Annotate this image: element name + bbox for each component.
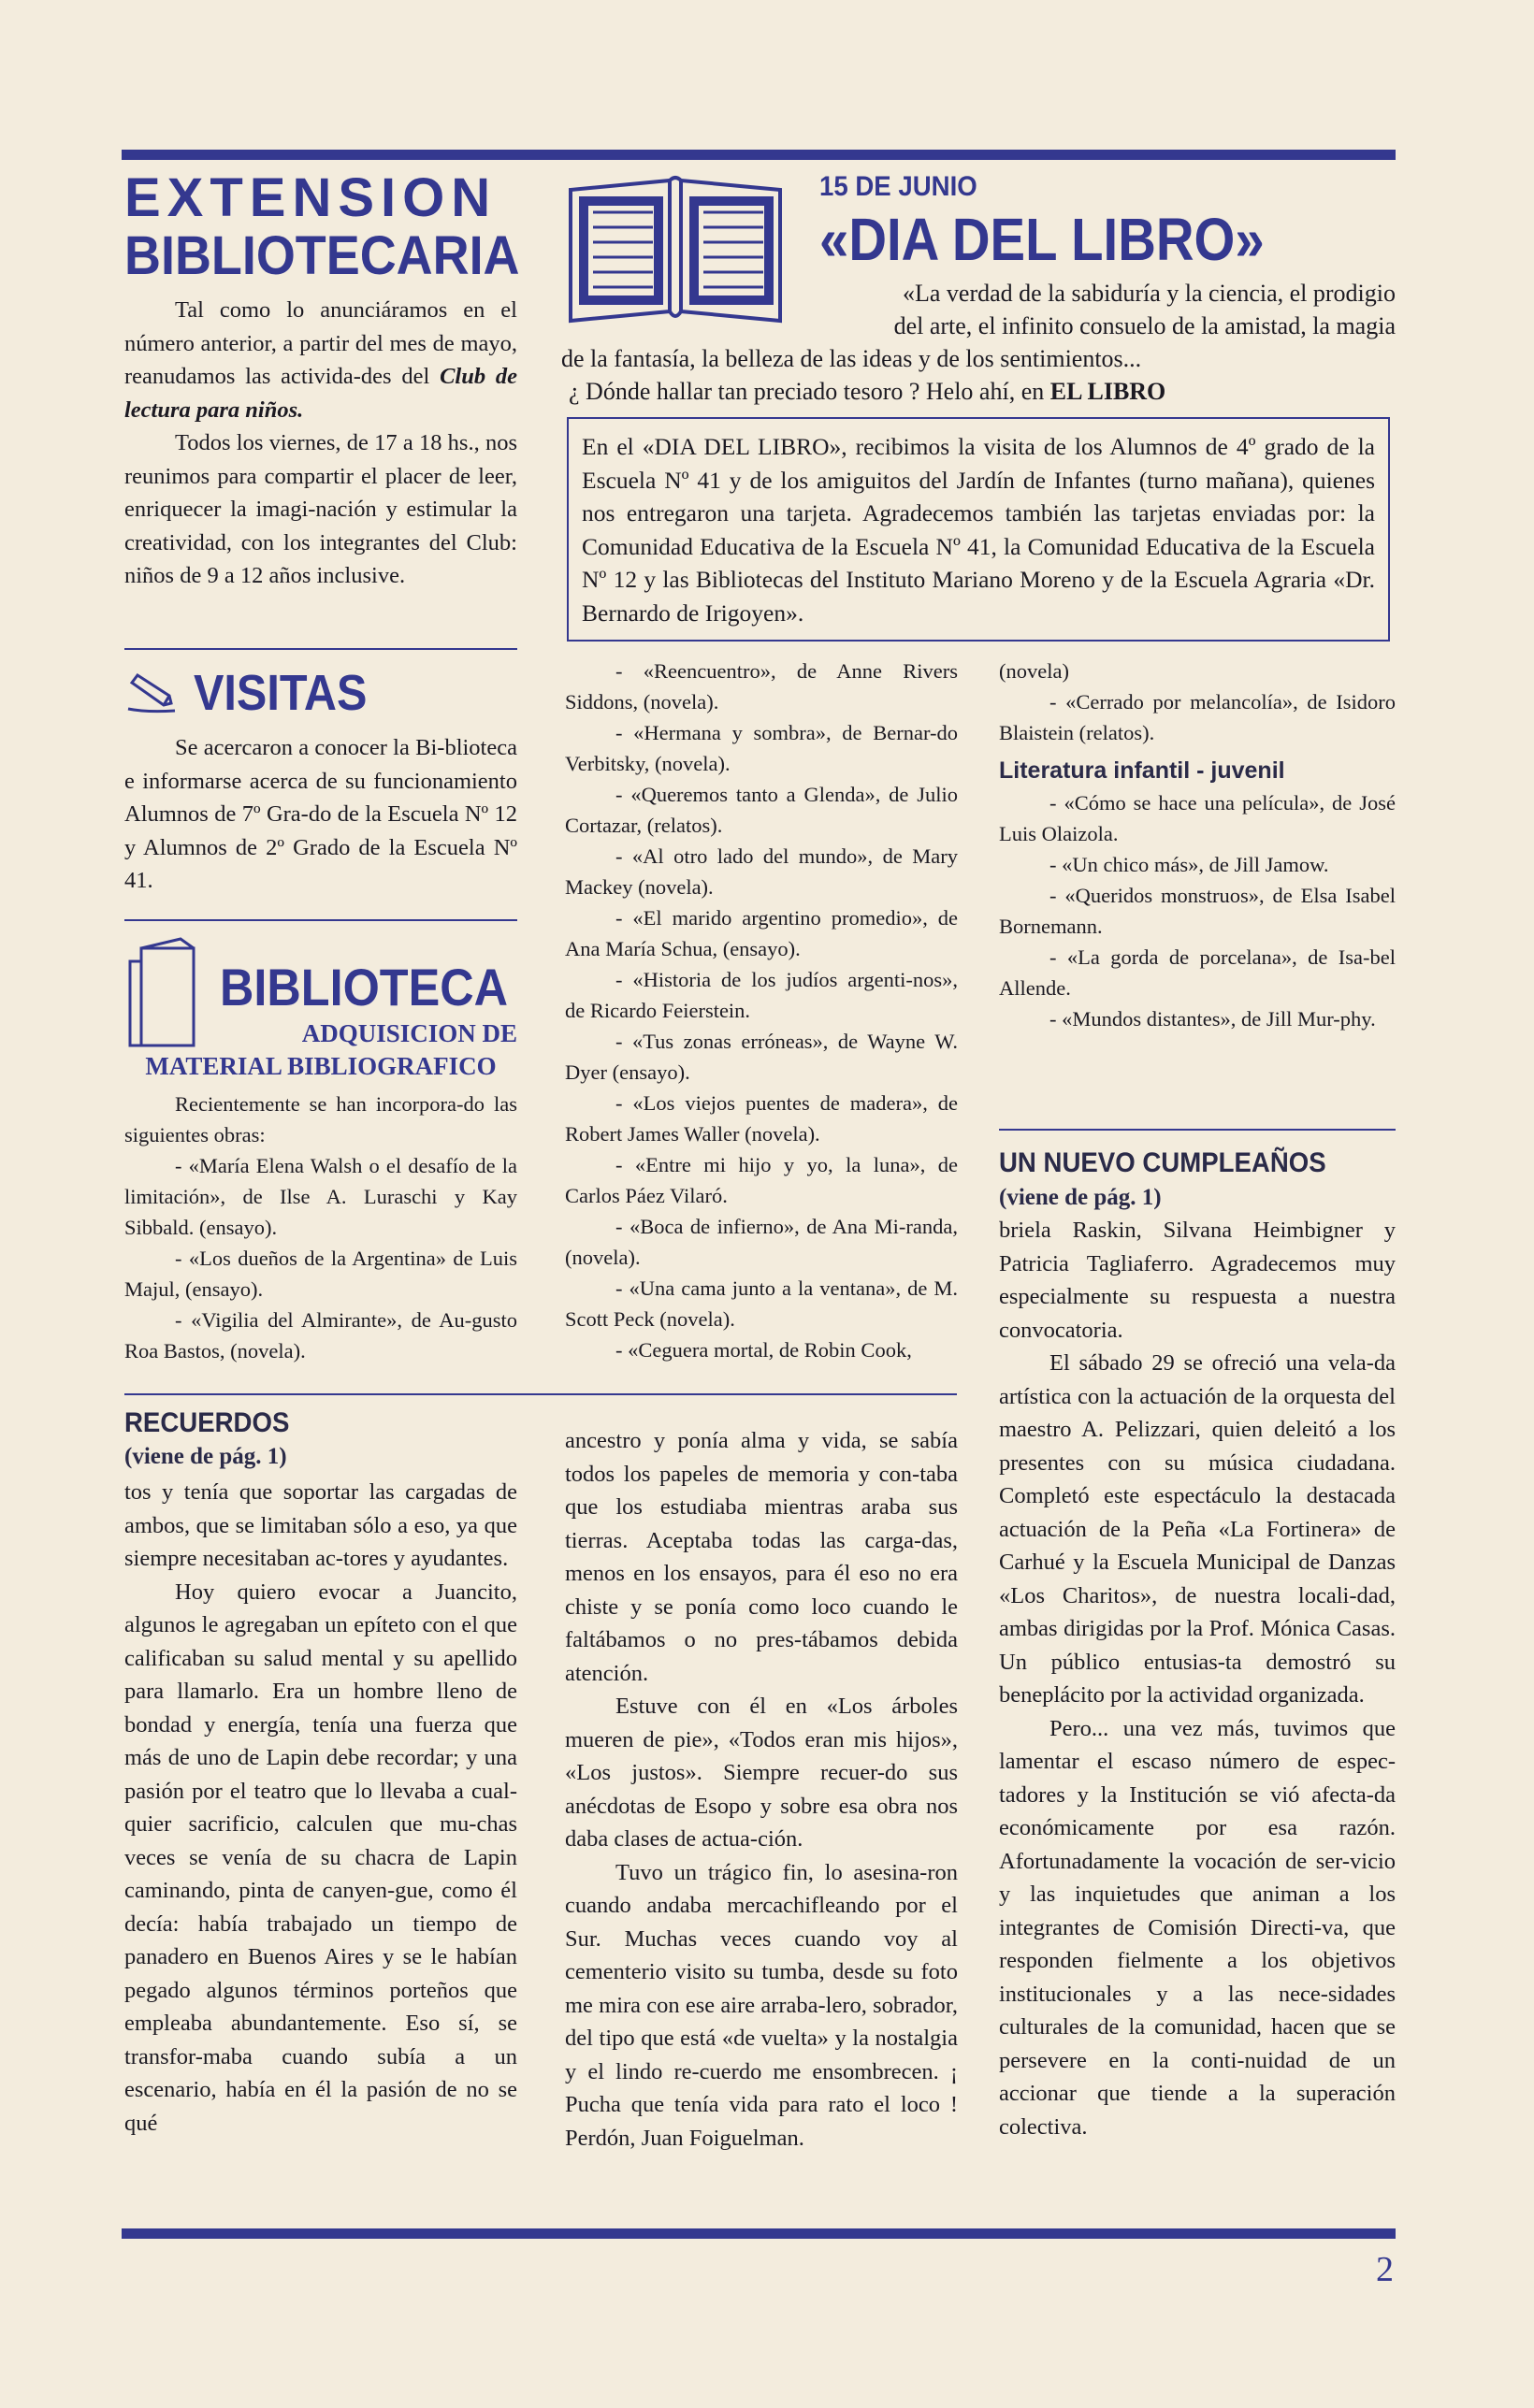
book-item: - «El marido argentino promedio», de Ana María Schua, (ensayo).: [565, 906, 958, 960]
cumpleanos-divider: [999, 1129, 1396, 1131]
quote-line-4: [561, 375, 1396, 408]
book-item: - «Entre mi hijo y yo, la luna», de Carlos Páez Vilaró.: [565, 1153, 958, 1207]
quote-line-4-text: ¿ Dónde hallar tan preciado tesoro ? Helo ahí, en: [569, 378, 1045, 405]
book-item: - «Boca de infierno», de Ana Mi-randa, (novela).: [565, 1215, 958, 1269]
biblioteca-subtitle-2: MATERIAL BIBLIOGRAFICO: [145, 1052, 497, 1080]
quote-line-3: de la fantasía, la belleza de las ideas y de los sentimientos...: [561, 345, 1142, 372]
extension-paragraph-2: Todos los viernes, de 17 a 18 hs., nos reunimos para compartir el placer de leer, enriquecer la imagi-nación y estimular la creatividad, con los integrantes del Club: niños de 9 a 12 años inclusive.: [124, 430, 517, 588]
visitas-section: [124, 662, 517, 898]
club-name: Club de lectura para niños.: [124, 364, 518, 423]
recuerdos-paragraph: ancestro y ponía alma y vida, se sabía todos los papeles de memoria y con-taba que los estudiaba mientras araba sus tierras. Aceptaba todas las carga-das, menos en los ensayos, para él eso no era chiste y se ponía como loco cuando le faltábamos o no pres-tábamos debida atención.: [565, 1428, 958, 1686]
recuerdos-paragraph: tos y tenía que soportar las cargadas de ambos, que se limitaban sólo a eso, ya que siempre necesitaban ac-tores y ayudantes.: [124, 1479, 517, 1571]
book-item: - «Tus zonas erróneas», de Wayne W. Dyer (ensayo).: [565, 1030, 958, 1084]
cumpleanos-title: UN NUEVO CUMPLEAÑOS: [999, 1147, 1326, 1178]
extension-divider: [124, 648, 517, 650]
pencil-icon: [124, 670, 181, 716]
cumpleanos-section: [999, 1145, 1396, 2143]
page-number: 2: [1376, 2250, 1394, 2289]
book-item: - «Ceguera mortal, de Robin Cook,: [615, 1338, 912, 1362]
biblioteca-title: BIBLIOTECA: [220, 958, 508, 1017]
extension-p1-text: Tal como lo anunciáramos en el número anterior, a partir del mes de mayo, reanudamos las activida-des del: [124, 297, 517, 389]
top-rule: [122, 150, 1396, 160]
dia-libro-title: «DIA DEL LIBRO»: [819, 206, 1265, 273]
recuerdos-paragraph: Tuvo un trágico fin, lo asesina-ron cuando andaba mercachifleando por el Sur. Muchas veces cuando voy al cementerio visito su tumba, desde su foto me mira con ese aire arraba-lero, sobrador, del tipo que está «de vuelta» y la nostalgia y el lindo re-cuerdo me ensombrecen. ¡ Pucha que tenía vida para rato el loco ! Perdón, Juan Foiguelman.: [565, 1859, 958, 2151]
book-item: - «Historia de los judíos argenti-nos», de Ricardo Feierstein.: [565, 968, 958, 1022]
biblioteca-subtitle-1: ADQUISICION DE: [301, 1019, 517, 1047]
quote-emphasis: EL LIBRO: [1049, 378, 1166, 405]
book-item: - «Vigilia del Almirante», de Au-gusto Roa Bastos, (novela).: [124, 1308, 517, 1363]
recuerdos-from: (viene de pág. 1): [124, 1444, 287, 1469]
recuerdos-header: [124, 1406, 517, 1473]
book-list-middle: [565, 656, 958, 1365]
dia-libro-box-text: En el «DIA DEL LIBRO», recibimos la visita de los Alumnos de 4º grado de la Escuela Nº 41 y de los amiguitos del Jardín de Infantes (turno mañana), quienes nos entregaron una tarjeta. Agradecemos también las tarjetas enviadas por: la Comunidad Educativa de la Escuela Nº 41, la Comunidad Educativa de la Escuela Nº 12 y las Bibliotecas del Instituto Mariano Moreno y de la Escuela Agraria «Dr. Bernardo de Irigoyen».: [582, 433, 1375, 627]
book-icon: [124, 935, 209, 1057]
recuerdos-paragraph: Hoy quiero evocar a Juancito, algunos le agregaban un epíteto con el que calificaban su salud mental y su apellido para llamarlo. Era un hombre lleno de bondad y energía, tenía una fuerza que más de uno de Lapin debe recordar; y una pasión por el teatro que lo llevaba a cual-quier sacrificio, calculen que mu-chas veces se venía de su chacra de Lapin caminando, pinta de canyen-gue, como él decía: había trabajado un tiempo de panadero en Buenos Aires y se le habían pegado algunos términos porteños que empleaba abundantemente. Eso sí, se transfor-maba cuando subía a un escenario, había en él la pasión de no se qué: [124, 1579, 517, 2136]
dia-libro-header: [819, 168, 1399, 273]
book-item: - «Queridos monstruos», de Elsa Isabel Bornemann.: [999, 884, 1396, 938]
book-item: - «Los dueños de la Argentina» de Luis Majul, (ensayo).: [124, 1247, 517, 1301]
recuerdos-title: RECUERDOS: [124, 1407, 290, 1438]
quote-line-1: «La verdad de la sabiduría y la ciencia, el prodigio: [902, 280, 1396, 307]
book-item: - «Queremos tanto a Glenda», de Julio Cortazar, (relatos).: [565, 783, 958, 837]
book-item: - «Cerrado por melancolía», de Isidoro Blaistein (relatos).: [999, 690, 1396, 744]
book-item: - «Los viejos puentes de madera», de Robert James Waller (novela).: [565, 1091, 958, 1146]
extension-title-line1: EXTENSION: [124, 167, 498, 228]
visitas-title: VISITAS: [194, 665, 368, 721]
infantil-heading: Literatura infantil - juvenil: [999, 757, 1285, 784]
recuerdos-divider: [124, 1393, 957, 1395]
biblioteca-intro: Recientemente se han incorpora-do las siguientes obras:: [124, 1092, 517, 1146]
dia-libro-quote: [561, 277, 1396, 408]
dia-libro-box: [567, 417, 1390, 642]
cumpleanos-paragraph: El sábado 29 se ofreció una vela-da artística con la actuación de la orquesta del maestro A. Pelizzari, quien deleitó a los presentes con su música ciudadana. Completó este espectáculo la destacada actuación de la Peña «La Fortinera» de Carhué y la Escuela Municipal de Danzas «Los Charitos», de nuestra locali-dad, ambas dirigidas por la Prof. Mónica Casas. Un público entusias-ta demostró su beneplácito por la actividad organizada.: [999, 1350, 1396, 1708]
bottom-rule: [122, 2228, 1396, 2239]
cumpleanos-paragraph: Pero... una vez más, tuvimos que lamentar el escaso número de espec-tadores y la Institución se vió afecta-da económicamente por esa razón. Afortunadamente la vocación de ser-vicio y las inquietudes que animan a los integrantes de Comisión Directi-va, que responden fielmente a los objetivos institucionales y a las nece-sidades culturales de la comunidad, hacen que se persevere en la conti-nuidad de un accionar que tiende a la superación colectiva.: [999, 1715, 1396, 2140]
cumpleanos-from: (viene de pág. 1): [999, 1185, 1162, 1210]
extension-paragraph-1: [124, 294, 517, 426]
book-item-continued: (novela): [999, 659, 1069, 683]
visitas-text: Se acercaron a conocer la Bi-blioteca e informarse acerca de su funcionamiento Alumnos de 7º Gra-do de la Escuela Nº 12 y Alumnos de 2º Grado de la Escuela Nº 41.: [124, 735, 517, 893]
extension-section: [124, 167, 520, 593]
quote-line-2: del arte, el infinito consuelo de la amistad, la magia: [893, 312, 1396, 339]
recuerdos-col-2: [565, 1424, 958, 2155]
book-item: - «La gorda de porcelana», de Isa-bel Allende.: [999, 945, 1396, 1000]
cumpleanos-paragraph: briela Raskin, Silvana Heimbigner y Patricia Tagliaferro. Agradecemos muy especialmente su respuesta a nuestra convocatoria.: [999, 1218, 1396, 1343]
book-item: - «Reencuentro», de Anne Rivers Siddons, (novela).: [565, 659, 958, 714]
visitas-divider: [124, 919, 517, 921]
extension-title-line2: BIBLIOTECARIA: [124, 225, 520, 286]
book-item: - «Hermana y sombra», de Bernar-do Verbitsky, (novela).: [565, 721, 958, 775]
book-list-right: [999, 656, 1396, 1034]
book-item: - «María Elena Walsh o el desafío de la limitación», de Ilse A. Luraschi y Kay Sibbald. (ensayo).: [124, 1154, 517, 1239]
dia-libro-date: 15 DE JUNIO: [819, 171, 977, 202]
book-item: - «Un chico más», de Jill Jamow.: [1049, 853, 1329, 876]
recuerdos-paragraph: Estuve con él en «Los árboles mueren de pie», «Todos eran mis hijos», «Los justos». Siempre recuer-do sus anécdotas de Esopo y sobre esa obra nos daba clases de actua-ción.: [565, 1694, 958, 1852]
recuerdos-col-1: [124, 1476, 517, 2140]
biblioteca-section: [124, 935, 517, 1366]
book-item: - «Al otro lado del mundo», de Mary Mackey (novela).: [565, 844, 958, 899]
book-item: - «Cómo se hace una película», de José Luis Olaizola.: [999, 791, 1396, 845]
book-item: - «Una cama junto a la ventana», de M. Scott Peck (novela).: [565, 1276, 958, 1331]
book-item: - «Mundos distantes», de Jill Mur-phy.: [1049, 1007, 1376, 1031]
